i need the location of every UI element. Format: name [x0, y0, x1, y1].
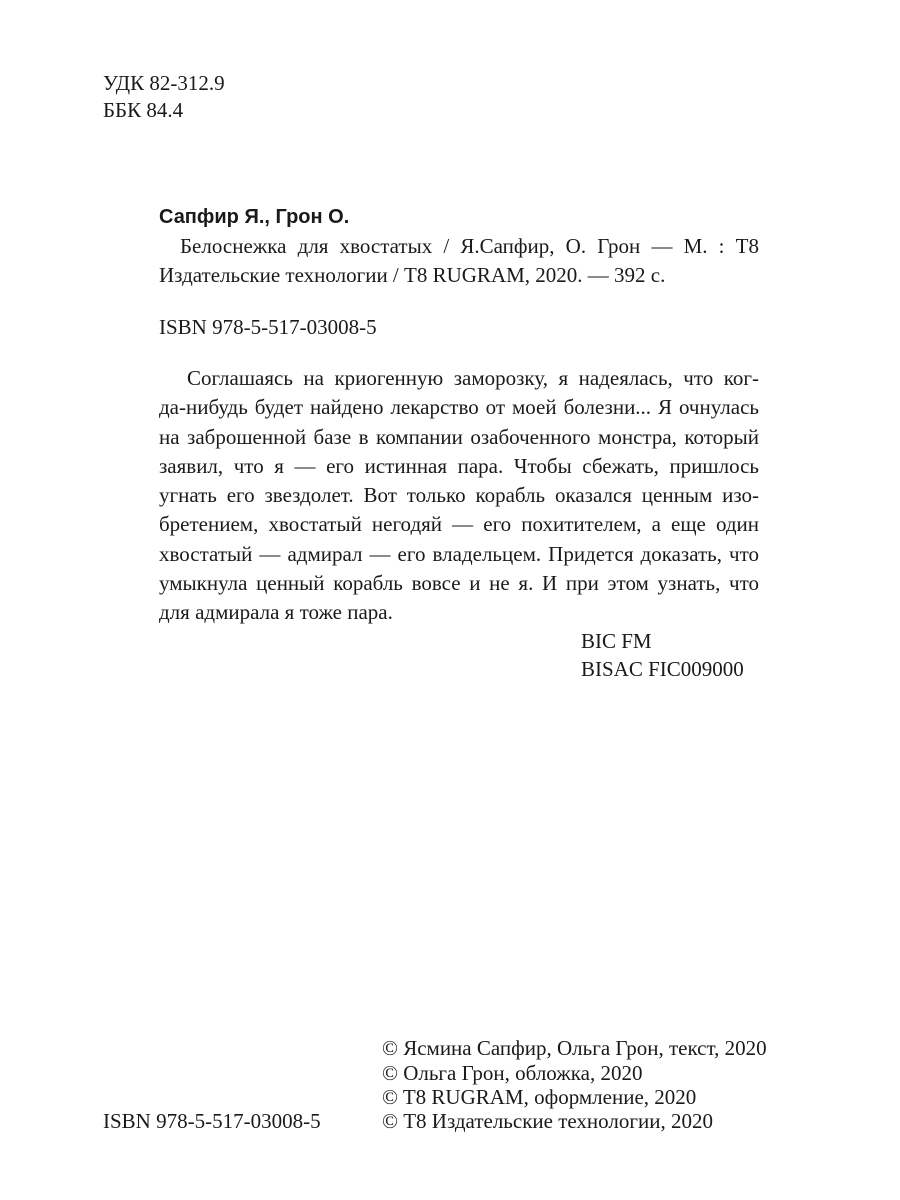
annotation-line: Соглашаясь на криогенную заморозку, я надеялась, что ког- — [187, 366, 759, 390]
copyright-line: © Ясмина Сапфир, Ольга Грон, текст, 2020 — [382, 1036, 767, 1060]
bic-code: BIC FM — [581, 629, 652, 653]
annotation-line: хвостатый — адмирал — его владельцем. Придется доказать, что — [159, 541, 759, 566]
bibliographic-line: Белоснежка для хвостатых / Я.Сапфир, О. Грон — М. : Т8 — [180, 234, 759, 258]
author-heading: Сапфир Я., Грон О. — [159, 206, 350, 228]
annotation-line: на заброшенной базе в компании озабоченного монстра, который — [159, 424, 759, 449]
annotation-line: для адмирала я тоже пара. — [159, 600, 393, 625]
annotation-line: умыкнула ценный корабль вовсе и не я. И при этом узнать, что — [159, 571, 759, 596]
bibliographic-description — [159, 232, 759, 290]
udk-code: УДК 82-312.9 — [103, 71, 225, 95]
copyright-line: © Ольга Грон, обложка, 2020 — [382, 1061, 643, 1085]
copyright-line: © Т8 Издательские технологии, 2020 — [382, 1109, 713, 1133]
isbn-bottom: ISBN 978-5-517-03008-5 — [103, 1109, 321, 1133]
isbn: ISBN 978-5-517-03008-5 — [159, 315, 377, 339]
bisac-code: BISAC FIC009000 — [581, 657, 744, 681]
annotation-line: да-нибудь будет найдено лекарство от моей болезни... Я очнулась — [159, 395, 759, 420]
annotation-line: бретением, хвостатый негодяй — его похитителем, а еще один — [159, 512, 759, 537]
bibliographic-line: Издательские технологии / T8 RUGRAM, 2020. — 392 с. — [159, 263, 666, 287]
copyright-line: © T8 RUGRAM, оформление, 2020 — [382, 1085, 697, 1109]
annotation — [159, 364, 759, 628]
annotation-line: заявил, что я — его истинная пара. Чтобы сбежать, пришлось — [159, 453, 759, 478]
annotation-line: угнать его звездолет. Вот только корабль оказался ценным изо- — [159, 483, 759, 508]
bbk-code: ББК 84.4 — [103, 98, 184, 122]
